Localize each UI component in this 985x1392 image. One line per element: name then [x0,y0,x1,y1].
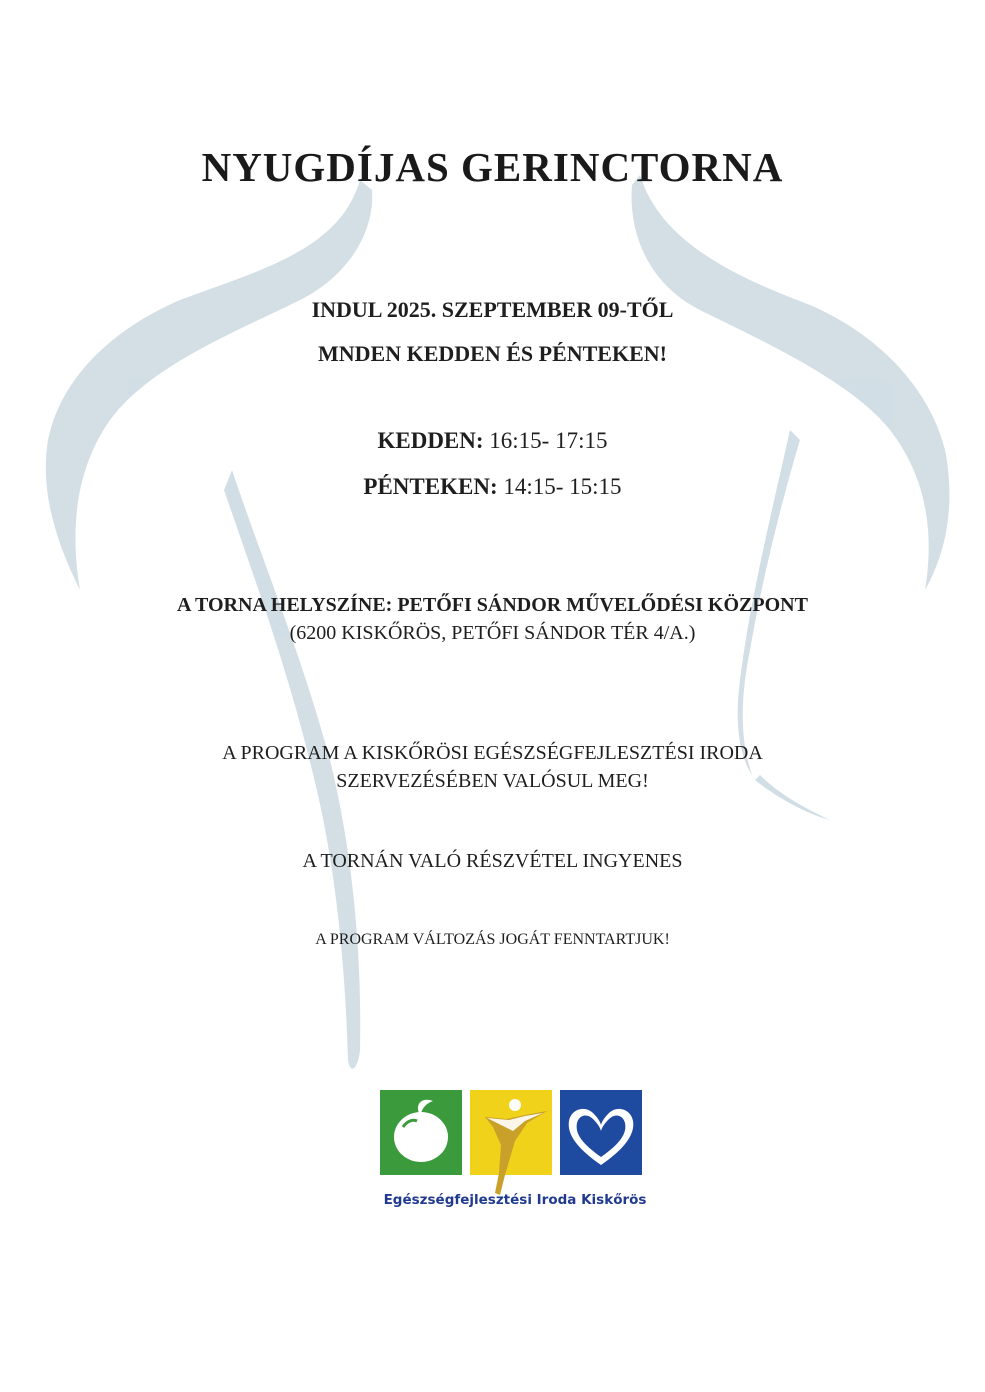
organizer-line-1: A PROGRAM A KISKŐRÖSI EGÉSZSÉGFEJLESZTÉSI IRODA [222,742,763,764]
schedule-row-friday [0,474,985,500]
start-date: INDUL 2025. SZEPTEMBER 09-TŐL [311,297,674,322]
schedule-day-label: KEDDEN: [377,428,484,453]
schedule-time: 16:15- 17:15 [489,428,608,453]
flyer-title: NYUGDÍJAS GERINCTORNA [201,144,784,190]
venue-label: A TORNA HELYSZÍNE: PETŐFI SÁNDOR MŰVELŐDÉSI KÖZPONT [177,594,808,616]
free-participation-note: A TORNÁN VALÓ RÉSZVÉTEL INGYENES [302,850,683,872]
venue-address: (6200 KISKŐRÖS, PETŐFI SÁNDOR TÉR 4/A.) [289,622,696,644]
schedule-row-tuesday [0,428,985,454]
days-note: MNDEN KEDDEN ÉS PÉNTEKEN! [318,341,667,366]
change-reserved-note: A PROGRAM VÁLTOZÁS JOGÁT FENNTARTJUK! [315,931,670,948]
schedule-time: 14:15- 15:15 [503,474,622,499]
schedule-day-label: PÉNTEKEN: [363,474,498,499]
organizer-line-2: SZERVEZÉSÉBEN VALÓSUL MEG! [336,770,649,792]
logo-caption: Egészségfejlesztési Iroda Kiskőrös [383,1192,647,1208]
